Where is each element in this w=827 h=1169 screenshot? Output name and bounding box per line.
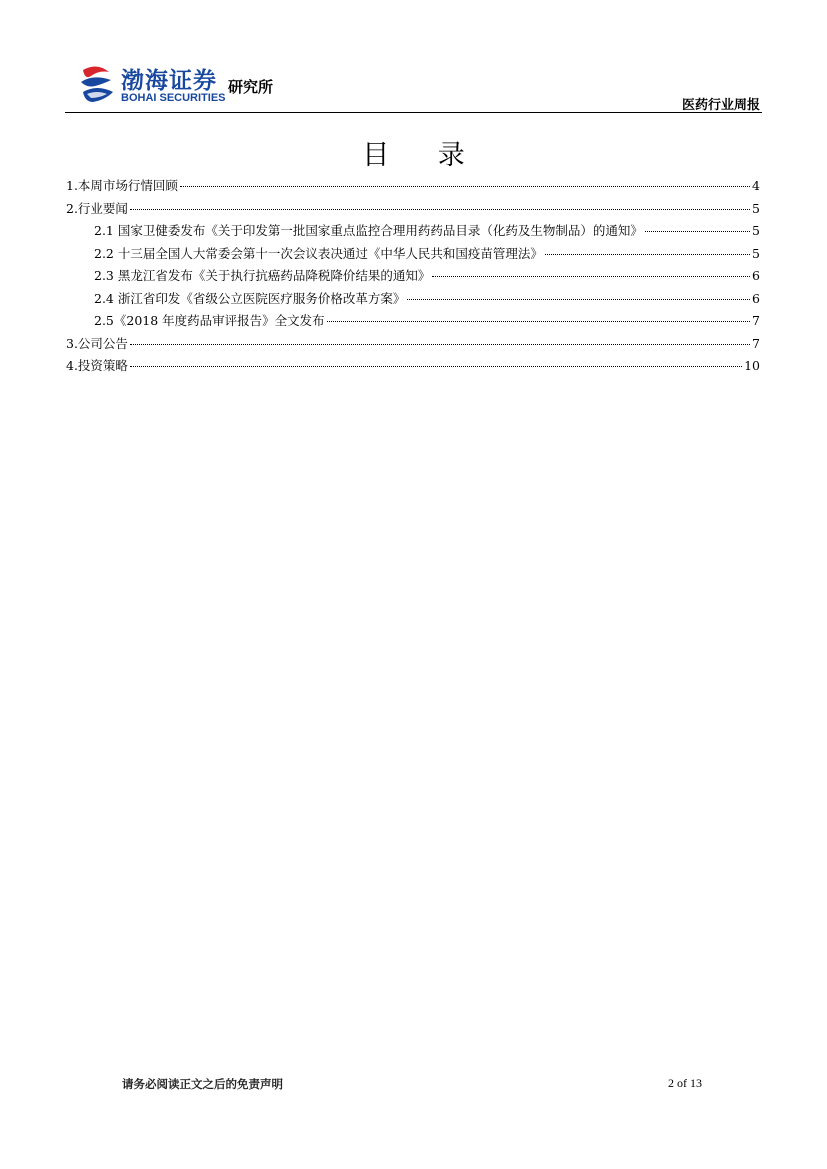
toc-entry[interactable] (66, 266, 760, 289)
toc-leader-dots (645, 230, 750, 232)
toc-title: 目 录 (362, 140, 485, 171)
toc-leader-dots (545, 253, 750, 255)
toc-entry-page: 10 (744, 358, 760, 373)
toc-entry-label: 2.4 浙江省印发《省级公立医院医疗服务价格改革方案》 (94, 290, 406, 306)
toc-entry[interactable] (66, 289, 760, 312)
report-type: 医药行业周报 (681, 98, 760, 113)
toc-entry[interactable] (66, 176, 760, 199)
toc-entry-page: 6 (752, 290, 760, 306)
toc-entry-page: 5 (752, 200, 760, 216)
toc-entry-page: 5 (752, 223, 760, 238)
toc-entry-page: 6 (752, 268, 760, 283)
toc-entry[interactable] (66, 199, 760, 222)
toc-entry-label: 2.5《2018 年度药品审评报告》全文发布 (94, 313, 325, 328)
toc-leader-dots (432, 275, 750, 277)
toc-entry[interactable] (66, 334, 760, 357)
table-of-contents (66, 176, 760, 379)
disclaimer-note: 请务必阅读正文之后的免责声明 (122, 1077, 283, 1091)
toc-entry-label: 2.3 黑龙江省发布《关于执行抗癌药品降税降价结果的通知》 (94, 268, 431, 283)
toc-entry[interactable] (66, 221, 760, 244)
toc-entry[interactable] (66, 244, 760, 267)
brand-name-cn: 渤海证券 (121, 68, 217, 94)
toc-entry[interactable] (66, 356, 760, 379)
toc-leader-dots (327, 320, 750, 322)
toc-entry-label: 2.1 国家卫健委发布《关于印发第一批国家重点监控合理用药药品目录（化药及生物制品）的通知》 (94, 223, 643, 238)
header-divider (65, 112, 762, 113)
toc-entry-page: 7 (752, 335, 760, 351)
page-header (65, 58, 762, 114)
toc-leader-dots (130, 208, 750, 210)
toc-entry-label: 2.2 十三届全国人大常委会第十一次会议表决通过《中华人民共和国疫苗管理法》 (94, 245, 543, 261)
toc-entry-label: 1.本周市场行情回顾 (66, 178, 178, 193)
toc-entry-page: 7 (752, 313, 760, 328)
toc-entry-page: 5 (752, 245, 760, 261)
toc-entry-label: 3.公司公告 (66, 335, 128, 351)
toc-leader-dots (180, 185, 750, 187)
toc-entry-page: 4 (752, 178, 760, 193)
toc-entry-label: 4.投资策略 (66, 358, 128, 373)
institute-label: 研究所 (228, 78, 274, 96)
brand-name-en: BOHAI SECURITIES (121, 92, 226, 104)
toc-entry[interactable] (66, 311, 760, 334)
page-number: 2 of 13 (668, 1076, 702, 1090)
toc-leader-dots (130, 365, 742, 367)
bohai-securities-logo-icon (79, 64, 115, 104)
toc-leader-dots (407, 298, 750, 300)
toc-entry-label: 2.行业要闻 (66, 200, 128, 216)
toc-leader-dots (130, 343, 750, 345)
